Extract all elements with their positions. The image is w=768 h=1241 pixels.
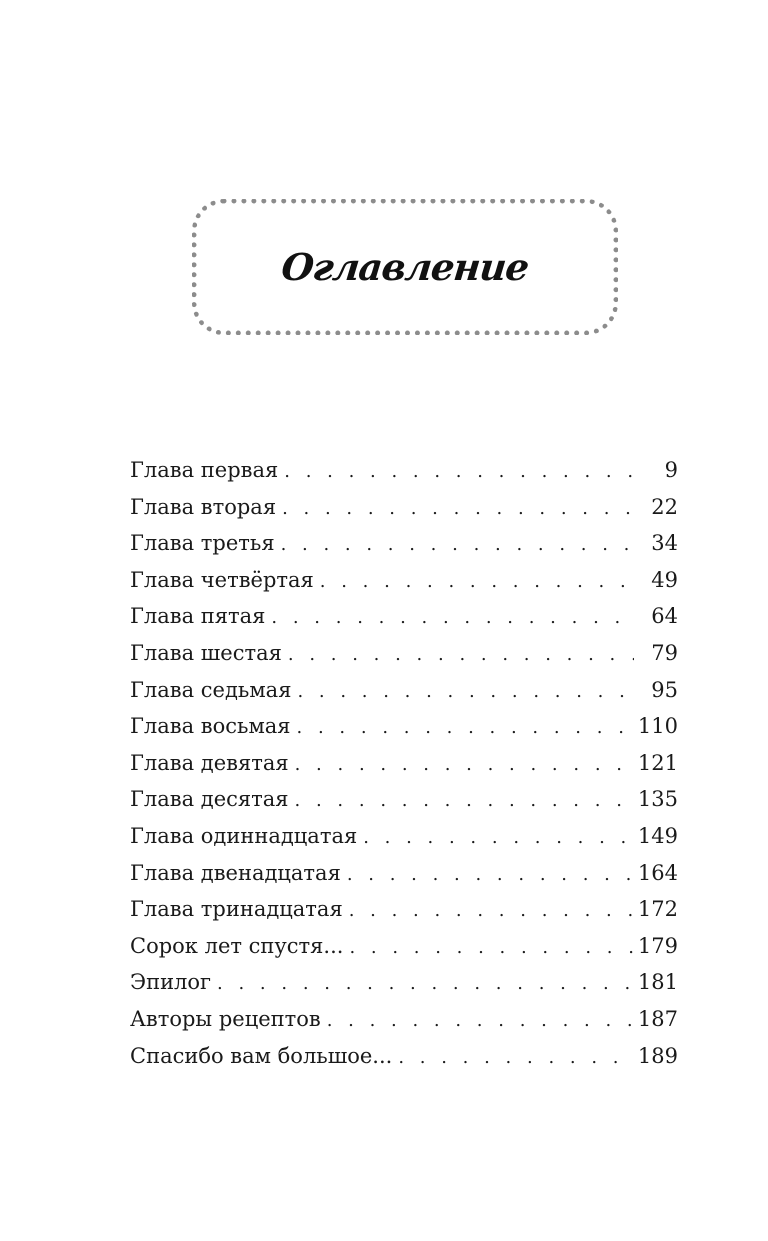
toc-entry[interactable] <box>130 452 678 489</box>
toc-page-number: 187 <box>637 1006 678 1031</box>
toc-page-number: 34 <box>651 531 678 556</box>
toc-page-number: 135 <box>637 787 678 812</box>
toc-page-number: 49 <box>651 567 678 592</box>
toc-dot-leader <box>349 930 634 967</box>
table-of-contents <box>130 452 678 1074</box>
toc-page-number: 189 <box>637 1043 678 1068</box>
toc-entry-title: Глава десятая <box>130 787 289 812</box>
toc-dot-leader <box>295 783 634 820</box>
toc-dot-leader <box>297 674 634 711</box>
toc-entry-title: Сорок лет спустя... <box>130 933 344 958</box>
toc-entry[interactable] <box>130 635 678 672</box>
toc-entry[interactable] <box>130 562 678 599</box>
toc-entry-title: Эпилог <box>130 970 212 995</box>
toc-dot-leader <box>271 600 634 637</box>
toc-entry-title: Глава одиннадцатая <box>130 823 358 848</box>
toc-page-number: 79 <box>651 640 678 665</box>
toc-entry[interactable] <box>130 489 678 526</box>
toc-page-number: 95 <box>651 677 678 702</box>
toc-entry-title: Авторы рецептов <box>130 1006 321 1031</box>
toc-dot-leader <box>398 1040 634 1077</box>
toc-entry[interactable] <box>130 891 678 928</box>
toc-dot-leader <box>347 857 634 894</box>
toc-entry[interactable] <box>130 1038 678 1075</box>
toc-entry-title: Глава седьмая <box>130 677 292 702</box>
toc-entry-title: Глава девятая <box>130 750 289 775</box>
toc-entry-title: Глава тринадцатая <box>130 897 343 922</box>
toc-entry-title: Глава восьмая <box>130 714 291 739</box>
toc-entry[interactable] <box>130 781 678 818</box>
toc-dot-leader <box>363 820 634 857</box>
toc-dot-leader <box>288 637 634 674</box>
toc-page-number: 9 <box>664 458 678 482</box>
toc-entry-title: Глава пятая <box>130 604 266 629</box>
toc-entry-title: Глава двенадцатая <box>130 860 341 885</box>
toc-entry-title: Глава третья <box>130 531 275 556</box>
toc-dot-leader <box>281 527 634 564</box>
toc-page-number: 110 <box>637 714 678 739</box>
toc-entry-title: Глава первая <box>130 458 279 482</box>
toc-page-number: 164 <box>637 860 678 885</box>
title-dotted-frame <box>192 199 618 335</box>
toc-entry[interactable] <box>130 964 678 1001</box>
toc-entry[interactable] <box>130 818 678 855</box>
toc-page-number: 179 <box>637 933 678 958</box>
toc-entry[interactable] <box>130 525 678 562</box>
toc-entry[interactable] <box>130 855 678 892</box>
toc-page-number: 181 <box>637 970 678 995</box>
toc-entry-title: Глава четвёртая <box>130 567 314 592</box>
toc-entry-title: Глава шестая <box>130 640 282 665</box>
toc-entry-title: Спасибо вам большое... <box>130 1043 393 1068</box>
toc-dot-leader <box>295 747 634 784</box>
toc-page-number: 172 <box>637 897 678 922</box>
toc-entry[interactable] <box>130 745 678 782</box>
toc-entry[interactable] <box>130 598 678 635</box>
toc-page-number: 64 <box>651 604 678 629</box>
toc-dot-leader <box>217 966 634 1003</box>
toc-page-number: 121 <box>637 750 678 775</box>
toc-dot-leader <box>282 491 634 528</box>
toc-page-number: 149 <box>637 823 678 848</box>
toc-dot-leader <box>284 454 634 491</box>
toc-dot-leader <box>327 1003 634 1040</box>
toc-dot-leader <box>297 710 634 747</box>
toc-entry[interactable] <box>130 672 678 709</box>
toc-entry[interactable] <box>130 928 678 965</box>
toc-entry[interactable] <box>130 708 678 745</box>
toc-entry-title: Глава вторая <box>130 494 277 519</box>
toc-entry[interactable] <box>130 1001 678 1038</box>
page-title: Оглавление <box>279 245 531 289</box>
toc-dot-leader <box>320 564 634 601</box>
toc-page-number: 22 <box>651 494 678 519</box>
toc-dot-leader <box>349 893 634 930</box>
